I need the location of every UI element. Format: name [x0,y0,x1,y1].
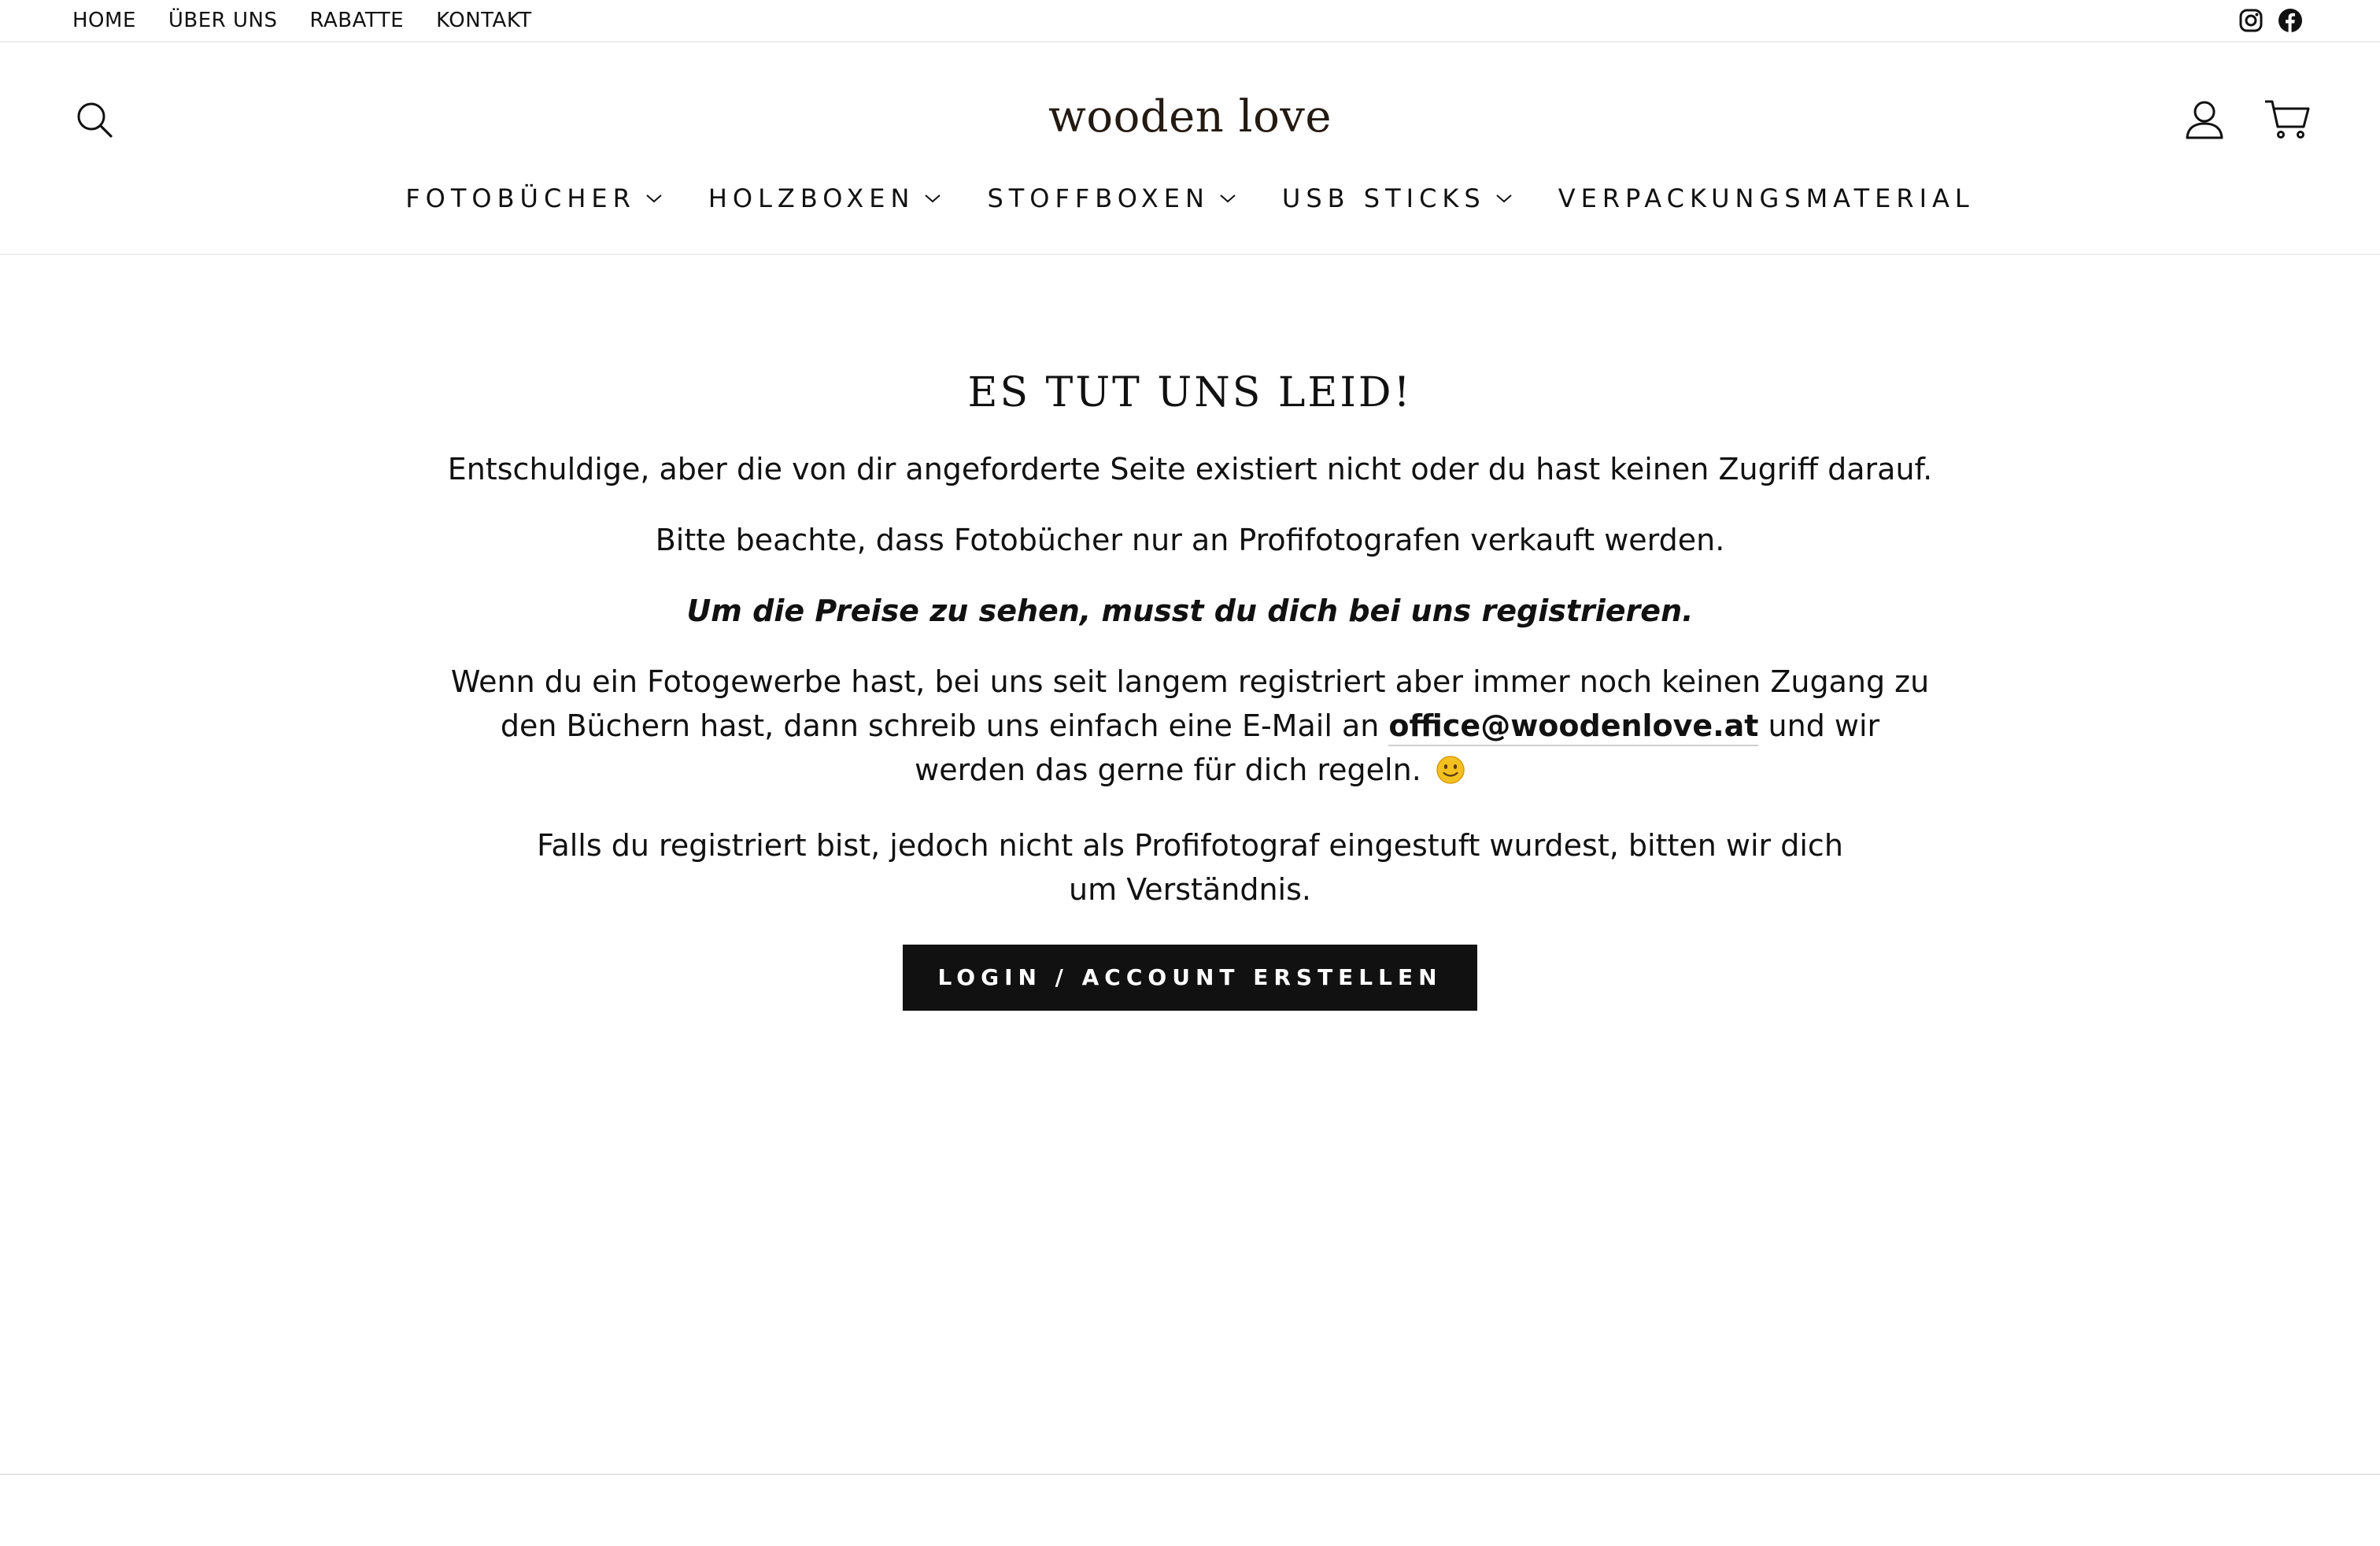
notice-message: Bitte beachte, dass Fotobücher nur an Profifotografen verkauft werden. [655,523,1725,557]
error-message: Entschuldige, aber die von dir angeforderte Seite existiert nicht oder du hast keinen Zugriff darauf. [447,452,1933,486]
nav-item-holzboxen[interactable] [708,183,942,213]
site-logo[interactable]: wooden love [1048,91,1332,142]
social-links [2238,0,2303,41]
nav-label: USB STICKS [1281,183,1486,213]
contact-message [450,660,1930,797]
utility-bar [0,0,2380,43]
chevron-down-icon [1495,193,1513,204]
nav-label: VERPACKUNGSMATERIAL [1558,183,1975,213]
facebook-icon[interactable] [2278,8,2303,33]
chevron-down-icon [1219,193,1236,204]
utility-link-rabatte[interactable]: RABATTE [309,9,405,32]
account-icon[interactable] [2185,99,2224,140]
utility-nav [72,0,564,41]
nav-label: FOTOBÜCHER [405,183,636,213]
utility-link-home[interactable]: HOME [72,9,136,32]
nav-item-verpackungsmaterial[interactable] [1558,183,1975,213]
chevron-down-icon [924,193,941,204]
contact-text-after: und wir werden das gerne für dich regeln. [915,708,1880,787]
error-content [403,338,1977,1011]
nav-label: STOFFBOXEN [987,183,1210,213]
understanding-message: Falls du registriert bist, jedoch nicht als Profifotograf eingestuft wurdest, bitten wir dich um Verständnis. [537,828,1843,907]
nav-item-stoffboxen[interactable] [987,183,1236,213]
contact-text-before: Wenn du ein Fotogewerbe hast, bei uns seit langem registriert aber immer noch keinen Zugang zu den Büchern hast, dann schreib uns einfach eine E-Mail an [450,664,1930,743]
register-hint: Um die Preise zu sehen, musst du dich bei uns registrieren. [686,594,1694,628]
nav-item-fotobuecher[interactable] [405,183,663,213]
page-title: ES TUT UNS LEID! [967,369,1413,416]
utility-link-kontakt[interactable]: KONTAKT [436,9,532,32]
chevron-down-icon [645,193,663,204]
cart-icon[interactable] [2264,98,2311,140]
main-nav [0,175,2380,222]
footer-divider [0,1474,2380,1475]
utility-link-ueber-uns[interactable]: ÜBER UNS [168,9,278,32]
login-create-account-button[interactable]: LOGIN / ACCOUNT ERSTELLEN [903,945,1476,1011]
search-icon[interactable] [75,100,114,139]
smiley-icon [1436,753,1465,797]
instagram-icon[interactable] [2238,8,2264,33]
site-header [0,43,2380,255]
nav-item-usb-sticks[interactable] [1282,183,1513,213]
nav-label: HOLZBOXEN [708,183,915,213]
email-link[interactable]: office@woodenlove.at [1388,708,1758,746]
